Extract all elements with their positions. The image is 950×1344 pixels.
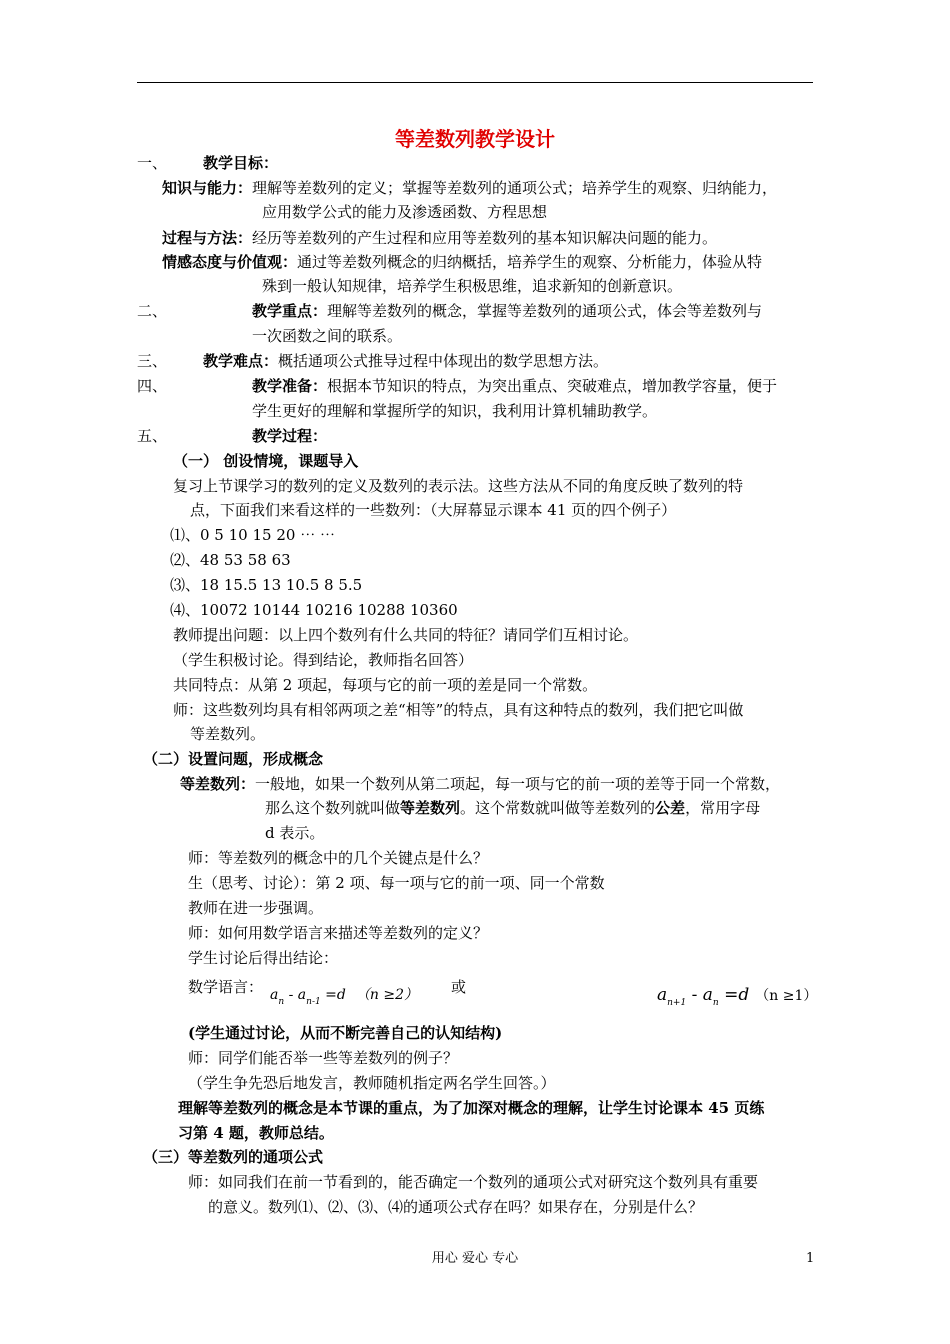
f2-sub-n: n	[712, 998, 719, 1008]
definition-line2	[265, 797, 760, 819]
key-point: 理解等差数列的概念是本节课的重点，为了加深对概念的理解，让学生讨论课本 45 页练	[178, 1099, 765, 1117]
definition-part-a: 那么这个数列就叫做	[265, 799, 401, 817]
common-difference-term: 公差	[655, 799, 686, 817]
page-number: 1	[806, 1251, 815, 1266]
f1-a2: a	[297, 987, 307, 1003]
goal-knowledge-label: 知识与能力：	[162, 179, 253, 197]
f1-a: a	[270, 987, 279, 1003]
sec3-line	[203, 350, 608, 372]
student-note: (学生通过讨论，从而不断完善自己的认知结构)	[188, 1024, 503, 1042]
f2-cond: （n ≥1）	[755, 988, 818, 1004]
f2-a: a	[657, 985, 668, 1005]
definition-term: 等差数列	[400, 799, 461, 817]
f2-a2: a	[702, 985, 713, 1005]
sec4-text: 根据本节知识的特点，为突出重点、突破难点，增加教学容量，便于	[327, 377, 778, 395]
student-discussion: （学生积极讨论。得到结论，教师指名回答）	[173, 651, 474, 669]
sec4-cont: 学生更好的理解和掌握所学的知识，我利用计算机辅助教学。	[252, 402, 658, 420]
goal-knowledge	[162, 177, 777, 199]
formula-2	[657, 984, 817, 1014]
part2-heading: （二）设置问题，形成概念	[143, 750, 324, 768]
f1-minus: -	[284, 987, 298, 1003]
teacher-remark: 师：这些数列均具有相邻两项之差“相等”的特点，具有这种特点的数列，我们把它叫做	[173, 701, 744, 719]
sec4-line	[252, 375, 777, 397]
sec1-number: 一、	[137, 154, 168, 172]
sequence-1: ⑴、0 5 10 15 20 ⋯ ⋯	[170, 526, 335, 544]
common-feature: 共同特点：从第 2 项起，每项与它的前一项的差是同一个常数。	[173, 676, 598, 694]
definition-line1	[180, 773, 780, 795]
sec4-label: 教学准备：	[252, 377, 328, 395]
sequence-2: ⑵、48 53 58 63	[170, 551, 291, 569]
definition-label: 等差数列：	[180, 775, 256, 793]
teacher-emphasis: 教师在进一步强调。	[188, 899, 324, 917]
student-a1: 生（思考、讨论）：第 2 项、每一项与它的前一项、同一个常数	[188, 874, 605, 892]
teacher-q2: 师：如何用数学语言来描述等差数列的定义？	[188, 924, 489, 942]
goal-process-label: 过程与方法：	[162, 229, 253, 247]
header-rule	[137, 82, 813, 83]
definition-text: 一般地，如果一个数列从第二项起，每一项与它的前一项的差等于同一个常数，	[255, 775, 781, 793]
key-point-cont: 习第 4 题，教师总结。	[178, 1124, 334, 1142]
goal-emotion-text: 通过等差数列概念的归纳概括，培养学生的观察、分析能力，体验从特	[297, 253, 763, 271]
goal-knowledge-cont: 应用数学公式的能力及渗透函数、方程思想	[262, 203, 548, 221]
f1-sub-n1: n-1	[306, 997, 321, 1007]
teacher-q1: 师：等差数列的概念中的几个关键点是什么？	[188, 849, 489, 867]
f1-sub-n: n	[278, 997, 285, 1007]
footer-motto: 用心 爱心 专心	[431, 1251, 519, 1266]
definition-part-e: ，常用字母	[685, 799, 761, 817]
part1-heading: （一） 创设情境，课题导入	[173, 452, 359, 470]
or-word: 或	[451, 978, 467, 996]
sec2-number: 二、	[137, 302, 168, 320]
part1-para: 复习上节课学习的数列的定义及数列的表示法。这些方法从不同的角度反映了数列的特	[173, 477, 744, 495]
goal-process	[162, 227, 717, 249]
part1-para-cont: 点，下面我们来看这样的一些数列：（大屏幕显示课本 41 页的四个例子）	[190, 501, 677, 519]
definition-line3: d 表示。	[265, 824, 325, 842]
f1-eq: =d	[320, 987, 346, 1003]
sec5-label: 教学过程：	[252, 427, 328, 445]
doc-title: 等差数列教学设计	[395, 127, 555, 151]
sec2-line	[252, 300, 762, 322]
goal-process-text: 经历等差数列的产生过程和应用等差数列的基本知识解决问题的能力。	[252, 229, 718, 247]
sequence-3: ⑶、18 15.5 13 10.5 8 5.5	[170, 576, 363, 594]
sec5-number: 五、	[137, 427, 168, 445]
student-response: （学生争先恐后地发言，教师随机指定两名学生回答。）	[188, 1074, 556, 1092]
sec2-label: 教学重点：	[252, 302, 328, 320]
sec2-text: 理解等差数列的概念，掌握等差数列的通项公式，体会等差数列与	[327, 302, 763, 320]
f2-sub-n1: n+1	[667, 998, 687, 1008]
sec2-cont: 一次函数之间的联系。	[252, 327, 403, 345]
teacher-q3: 师：同学们能否举一些等差数列的例子？	[188, 1049, 459, 1067]
f2-eq: =d	[718, 985, 750, 1005]
math-language-label: 数学语言：	[188, 978, 264, 996]
definition-part-c: 。这个常数就叫做等差数列的	[460, 799, 656, 817]
sec1-label: 教学目标：	[203, 154, 279, 172]
formula-1	[270, 984, 418, 1013]
sequence-4: ⑷、10072 10144 10216 10288 10360	[170, 601, 458, 619]
sec3-text: 概括通项公式推导过程中体现出的数学思想方法。	[278, 352, 609, 370]
teacher-question: 教师提出问题：以上四个数列有什么共同的特征？请同学们互相讨论。	[173, 626, 639, 644]
teacher-remark-cont: 等差数列。	[190, 725, 266, 743]
part3-heading: （三）等差数列的通项公式	[143, 1148, 324, 1166]
student-conclusion: 学生讨论后得出结论：	[188, 949, 339, 967]
goal-emotion	[162, 251, 762, 273]
part3-teacher-cont: 的意义。数列⑴、⑵、⑶、⑷的通项公式存在吗？如果存在，分别是什么？	[208, 1198, 704, 1216]
sec4-number: 四、	[137, 377, 168, 395]
sec3-number: 三、	[137, 352, 168, 370]
sec3-label: 教学难点：	[203, 352, 279, 370]
goal-knowledge-text: 理解等差数列的定义；掌握等差数列的通项公式；培养学生的观察、归纳能力，	[252, 179, 778, 197]
part3-teacher: 师：如同我们在前一节看到的，能否确定一个数列的通项公式对研究这个数列具有重要	[188, 1173, 759, 1191]
goal-emotion-cont: 殊到一般认知规律，培养学生积极思维，追求新知的创新意识。	[262, 277, 683, 295]
f1-cond: （n ≥2）	[355, 987, 418, 1003]
goal-emotion-label: 情感态度与价值观：	[162, 253, 298, 271]
f2-minus: -	[686, 985, 703, 1005]
